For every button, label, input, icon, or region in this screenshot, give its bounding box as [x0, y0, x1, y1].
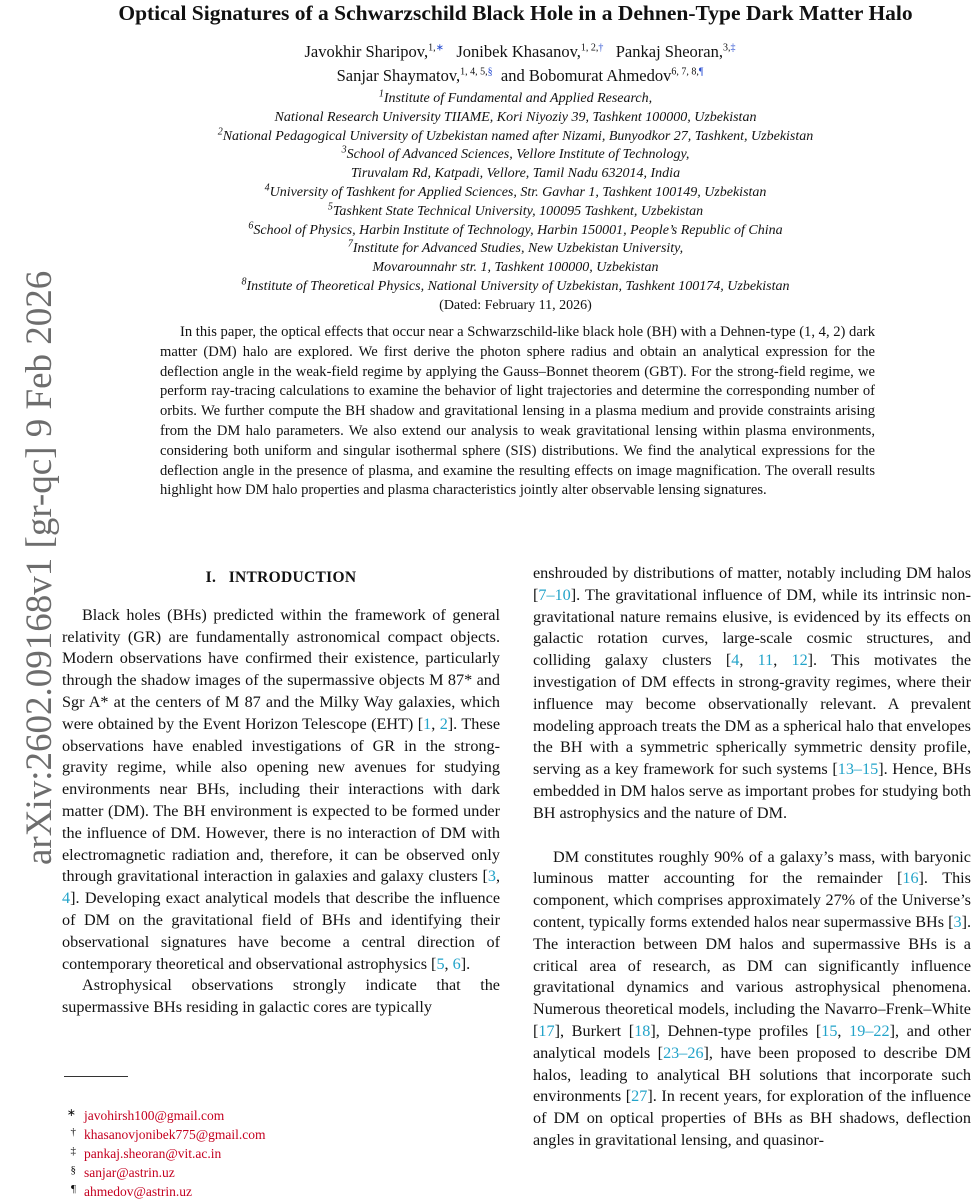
affiliation-line: $^8$Institute of Theoretical Physics, National University of Uzbekistan, Tashkent 100174, Uzbekistan [241, 276, 790, 294]
text-run: DM constitutes roughly 90% of a galaxy’s mass, with baryonic luminous matter accounting for the remainder [ [533, 847, 971, 888]
email-link[interactable]: khasanovjonibek775@gmail.com [84, 1127, 266, 1142]
footnote: ‡ pankaj.sheoran@vit.ac.in [70, 1145, 222, 1161]
text-run: ], have been proposed to describe DM halos, leading to analytical BH solutions that incorporate such environments [ [533, 1043, 971, 1106]
citation-link[interactable]: 17 [538, 1021, 555, 1040]
citation-link[interactable]: 1 [423, 714, 432, 733]
citation-link[interactable]: 12 [791, 651, 808, 670]
citation-link[interactable]: 2 [439, 714, 448, 733]
affiliation-line: Tiruvalam Rd, Katpadi, Vellore, Tamil Nadu 632014, India [350, 166, 681, 182]
paragraph [533, 563, 971, 825]
citation-link[interactable]: 15 [821, 1021, 838, 1040]
citation-link[interactable]: 4 [731, 651, 740, 670]
text-run: , [837, 1021, 850, 1040]
footnote: † khasanovjonibek775@gmail.com [70, 1126, 266, 1142]
paper-title: Optical Signatures of a Schwarzschild Black Hole in a Dehnen-Type Dark Matter Halo [118, 1, 913, 25]
affiliation-line: $^5$Tashkent State Technical University, 100095 Tashkent, Uzbekistan [327, 201, 704, 219]
citation-link[interactable]: 6 [452, 954, 461, 973]
text-run: , [739, 651, 758, 670]
citation-link[interactable]: 23–26 [663, 1043, 704, 1062]
footnote-link[interactable]: † [598, 42, 604, 54]
text-run: , [431, 714, 440, 733]
footnote-link[interactable]: ‡ [730, 42, 736, 54]
citation-link[interactable]: 27 [631, 1087, 648, 1106]
text-run: , [495, 867, 500, 886]
text-run: ]. Hence, BHs embedded in DM halos serve as important probes for studying both BH astrophysics and the nature of DM. [533, 760, 971, 822]
affiliation-line: $^7$Institute for Advanced Studies, New Uzbekistan University, [347, 238, 684, 257]
text-run: , [444, 954, 453, 973]
text-run: Astrophysical observations strongly indicate that the supermassive BHs residing in galactic cores are typically [62, 976, 500, 1017]
footnote: § sanjar@astrin.uz [70, 1164, 175, 1180]
author: and Bobomurat Ahmedov$^{6, 7, 8,\P}$ [500, 66, 704, 85]
footnote: ∗ javohirsh100@gmail.com [66, 1107, 225, 1123]
text-run: ]. [460, 954, 471, 973]
text-run: ]. This component, which comprises approximately 27% of the Universe’s content, typically forms extended halos near supermassive BHs [ [533, 869, 971, 931]
citation-link[interactable]: 3 [953, 912, 962, 931]
paragraph [62, 605, 500, 976]
text-run: ]. The gravitational influence of DM, while its intrinsic non-gravitational nature remains elusive, is evidenced by its effects on galactic rotation curves, large-scale cosmic structures, and colliding galaxy clusters [ [533, 585, 971, 670]
author: Pankaj Sheoran,$^{3,\ddagger}$ [615, 42, 736, 61]
footnote-link[interactable]: ¶ [698, 66, 704, 78]
affiliation-line: Movarounnahr str. 1, Tashkent 100000, Uzbekistan [372, 260, 659, 276]
email-link[interactable]: javohirsh100@gmail.com [84, 1108, 225, 1123]
paragraph [533, 847, 971, 1152]
citation-link[interactable]: 18 [634, 1021, 651, 1040]
citation-link[interactable]: 11 [757, 651, 774, 670]
email-link[interactable]: ahmedov@astrin.uz [84, 1184, 193, 1199]
date-line: (Dated: February 11, 2026) [439, 297, 592, 313]
affiliation-line: $^6$School of Physics, Harbin Institute of Technology, Harbin 150001, People’s Republic of China [248, 219, 783, 238]
text-run: ], and other analytical models [ [533, 1021, 971, 1062]
citation-link[interactable]: 7–10 [538, 585, 571, 604]
affiliation-line: $^4$University of Tashkent for Applied Sciences, Str. Gavhar 1, Tashkent 100149, Uzbekistan [264, 182, 767, 200]
text-run: ]. The interaction between DM halos and supermassive BHs is a critical area of research, as DM can significantly influence gravitational dynamics and various astrophysical phenomena. Numerous theoretical models, including the Navarro–Frenk–White [ [533, 912, 971, 1040]
affiliation-line: National Research University TIIAME, Kori Niyoziy 39, Tashkent 100000, Uzbekistan [274, 109, 757, 125]
text-run: Black holes (BHs) predicted within the framework of general relativity (GR) are fundamentally astronomical compact objects. Modern observations have confirmed their existence, particularly through the shadow images of the supermassive objects M 87* and Sgr A* at the centers of M 87 and the Milky Way galaxies, which were obtained by the Event Horizon Telescope (EHT) [ [62, 605, 500, 733]
citation-link[interactable]: 5 [436, 954, 445, 973]
author-list [100, 40, 940, 88]
text-run: ], Burkert [ [554, 1021, 635, 1040]
citation-link[interactable]: 13–15 [837, 760, 879, 779]
footnote: ¶ ahmedov@astrin.uz [71, 1183, 193, 1199]
left-column [62, 563, 500, 1019]
footnote-divider [64, 1076, 128, 1077]
author-line-1 [100, 40, 940, 64]
affiliation-line: $^1$Institute of Fundamental and Applied Research, [378, 88, 653, 106]
affiliation-line: $^3$School of Advanced Sciences, Vellore Institute of Technology, [341, 144, 690, 163]
text-run: ]. This motivates the investigation of DM effects in strong-gravity regimes, where their influence may become observationally relevant. A prevalent modeling approach treats the DM as a spherical halo that envelopes the BH with a symmetric spherically symmetric density profile, serving as a key framework for such systems [ [533, 651, 971, 779]
citation-link[interactable]: 3 [487, 867, 496, 886]
author: Jonibek Khasanov,$^{1, 2,\dagger}$ [456, 42, 604, 61]
citation-link[interactable]: 16 [902, 869, 919, 888]
author-line-2 [100, 64, 940, 88]
footnotes [62, 1106, 482, 1201]
text-run: ]. These observations have enabled investigations of GR in the strong-gravity regime, while also opening new avenues for studying environments near BHs, including their interactions with dark matter (DM). The BH environment is expected to be formed under the influence of DM. However, there is no interaction of DM with electromagnetic radiation and, therefore, it can be observed only through gravitational interaction in galaxies and galaxy clusters [ [62, 714, 501, 886]
text-run: ]. In recent years, for exploration of the influence of DM on optical properties of BHs as BH shadows, deflection angles in gravitational lensing, and quasinor- [533, 1087, 971, 1149]
paragraph [62, 975, 500, 1019]
affiliations [60, 90, 971, 316]
affiliation-line: $^2$National Pedagogical University of Uzbekistan named after Nizami, Bunyodkor 27, Tashkent, Uzbekistan [217, 125, 814, 144]
footnote-link[interactable]: ∗ [435, 42, 444, 54]
right-column [533, 563, 971, 1152]
author: Javokhir Sharipov,$^{1,∗}$ [304, 42, 444, 61]
citation-link[interactable]: 19–22 [849, 1021, 890, 1040]
text-run: enshrouded by distributions of matter, notably including DM halos [ [533, 564, 971, 604]
author: Sanjar Shaymatov,$^{1, 4, 5,\S}$ [336, 66, 493, 85]
text-run: , [773, 651, 792, 670]
footnote-link[interactable]: § [487, 66, 493, 78]
text-run: ]. Developing exact analytical models that describe the influence of DM on the gravitational field of BHs and identifying their observational signatures have become a central direction of contemporary theoretical and observational astrophysics [ [62, 889, 500, 973]
email-link[interactable]: sanjar@astrin.uz [84, 1165, 175, 1180]
citation-link[interactable]: 4 [62, 889, 71, 908]
abstract: In this paper, the optical effects that occur near a Schwarzschild-like black hole (BH) with a Dehnen-type (1, 4, 2) dark matter (DM) halo are explored. We first derive the photon sphere radius and obtain an analytical expression for the deflection angle in the weak-field regime by applying the Gauss–Bonnet theorem (GBT). For the strong-field regime, we perform ray-tracing calculations to examine the behavior of light trajectories and determine the corresponding number of orbits. We further compute the BH shadow and gravitational lensing in a plasma medium and provide constraints arising from the DM halo parameters. We also extend our analysis to weak gravitational lensing within plasma environments, considering both uniform and singular isothermal sphere (SIS) distributions. We find the analytical expressions for the deflection angle in the presence of plasma, and examine the resulting effects on image magnification. The overall results highlight how DM halo properties and plasma characteristics jointly alter observable lensing signatures. [160, 324, 875, 499]
arxiv-identifier: arXiv:2602.09168v1 [gr-qc] 9 Feb 2026 [19, 270, 60, 865]
text-run: ], Dehnen-type profiles [ [650, 1021, 822, 1040]
section-heading: I. INTRODUCTION [205, 569, 357, 586]
email-link[interactable]: pankaj.sheoran@vit.ac.in [84, 1146, 222, 1161]
